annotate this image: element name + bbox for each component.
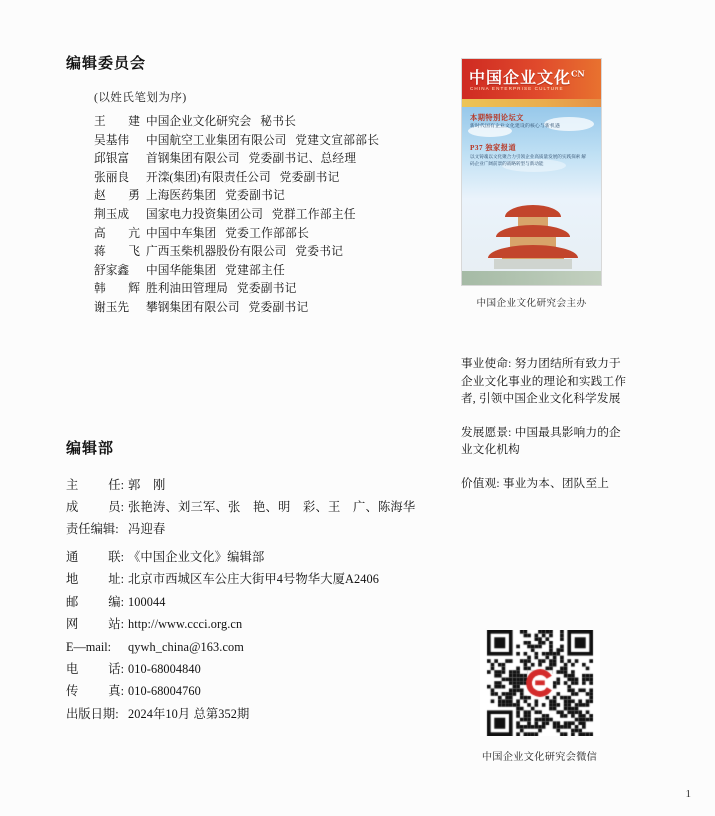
member-organization: 广西玉柴机器股份有限公司	[146, 245, 287, 259]
editorial-row-value: 张艳涛、刘三军、张 艳、明 彩、王 广、陈海华	[128, 500, 416, 514]
contact-row	[66, 568, 486, 590]
member-name: 高 亢	[94, 226, 140, 240]
committee-member-row	[94, 187, 446, 206]
temple-base	[494, 259, 572, 269]
contact-row-value: 2024年10月 总第352期	[128, 706, 250, 721]
contact-row-value: 010-68004840	[128, 662, 201, 677]
contact-row	[66, 613, 486, 635]
member-role: 党委副书记	[248, 300, 309, 314]
cover-magazine-title	[469, 65, 585, 88]
member-role: 秘书长	[260, 115, 297, 128]
member-role: 党委副书记	[236, 282, 297, 296]
contact-row-value: 100044	[128, 594, 166, 609]
committee-member-row	[94, 262, 446, 281]
member-organization: 中国航空工业集团有限公司	[146, 133, 287, 147]
contact-row-label: 通 联:	[66, 550, 124, 564]
editorial-row	[66, 496, 466, 518]
cover-title-superscript: CN	[571, 68, 585, 79]
member-role: 党委副书记	[225, 189, 286, 203]
temple-roof-bottom	[488, 245, 578, 258]
cover-caption: 中国企业文化研究会主办	[476, 298, 587, 309]
member-name: 赵 勇	[94, 189, 140, 203]
editorial-row	[66, 474, 466, 496]
mission-paragraph: 价值观: 事业为本、团队至上	[461, 476, 610, 490]
contact-row	[66, 703, 486, 725]
committee-member-row	[94, 206, 446, 225]
temple-illustration	[488, 205, 578, 269]
editorial-department-section	[66, 437, 466, 540]
member-name: 张丽良	[94, 170, 130, 184]
magazine-cover-image	[461, 58, 602, 286]
contact-row-value: 010-68004760	[128, 684, 201, 699]
cover-accent-band	[462, 99, 601, 107]
contact-row-label: E—mail:	[66, 639, 112, 654]
contact-row-label: 网 站:	[66, 617, 124, 632]
qr-code-block	[480, 630, 600, 763]
member-organization: 胜利油田管理局	[146, 282, 228, 296]
magazine-cover-block	[461, 58, 602, 309]
member-name: 蒋 飞	[94, 245, 140, 259]
editorial-committee-section	[66, 52, 446, 318]
cover-headline-2: P37 独家报道	[470, 144, 517, 152]
qr-caption: 中国企业文化研究会微信	[481, 752, 598, 763]
committee-member-list	[94, 113, 446, 318]
member-name: 舒家鑫	[94, 263, 130, 277]
committee-member-row	[94, 299, 446, 318]
editorial-row-label: 主 任:	[66, 478, 124, 492]
member-organization: 开滦(集团)有限责任公司	[146, 170, 271, 184]
member-organization: 中国华能集团	[146, 263, 217, 277]
contact-row-value: 《中国企业文化》编辑部	[128, 550, 265, 564]
cover-headline-1: 本期特别论坛文	[470, 114, 524, 122]
wechat-qr-code	[480, 630, 600, 736]
contact-row	[66, 636, 486, 658]
contact-row	[66, 546, 486, 568]
mission-paragraph: 事业使命: 努力团结所有致力于企业文化事业的理论和实践工作者, 引领中国企业文化科学发展	[461, 357, 627, 406]
committee-member-row	[94, 132, 446, 151]
contact-row-label: 传 真:	[66, 684, 124, 699]
committee-title: 编辑委员会	[66, 56, 147, 72]
member-role: 党委副书记	[279, 170, 340, 184]
member-organization: 国家电力投资集团公司	[146, 207, 263, 221]
member-name: 荆玉成	[94, 207, 130, 221]
member-organization: 中国中车集团	[146, 226, 217, 240]
cover-footer-band	[462, 271, 601, 285]
contact-row-value: http://www.ccci.org.cn	[128, 617, 243, 632]
editorial-title: 编辑部	[66, 441, 115, 457]
contact-row	[66, 680, 486, 702]
cover-headline-1-sub: 新时代国有企业文化建设的核心与新机遇	[470, 124, 560, 129]
cover-title-text: 中国企业文化	[469, 68, 572, 87]
member-name: 王 建	[94, 115, 140, 128]
committee-member-row	[94, 225, 446, 244]
cover-english-subtitle: CHINA ENTERPRISE CULTURE	[470, 86, 564, 91]
contact-row-value: 北京市西城区车公庄大街甲4号物华大厦A2406	[128, 572, 379, 587]
committee-member-row	[94, 280, 446, 299]
member-role: 党委书记	[295, 245, 344, 259]
member-name: 韩 辉	[94, 282, 140, 296]
member-organization: 首钢集团有限公司	[146, 152, 240, 166]
editorial-row	[66, 518, 466, 540]
member-role: 党委副书记、总经理	[248, 152, 357, 166]
contact-row-label: 电 话:	[66, 662, 124, 677]
temple-roof-mid	[496, 225, 570, 237]
member-name: 吴基伟	[94, 133, 130, 147]
contact-row-label: 地 址:	[66, 572, 124, 587]
editorial-row-value: 郭 刚	[128, 478, 166, 492]
contact-row-value: qywh_china@163.com	[128, 639, 244, 654]
member-role: 党群工作部主任	[271, 207, 356, 221]
contact-row	[66, 658, 486, 680]
cover-headline-2-sub: 以文铸魂以文化聚合力引领企业高质量发展的实践探索 解码企业广阔前景的战略转型与新动能	[470, 154, 586, 166]
committee-member-row	[94, 243, 446, 262]
committee-order-note: (以姓氏笔划为序)	[94, 92, 187, 104]
temple-roof-top	[505, 205, 561, 217]
editorial-row-value: 冯迎春	[128, 522, 166, 536]
committee-member-row	[94, 150, 446, 169]
committee-member-row	[94, 169, 446, 188]
member-role: 党委工作部部长	[225, 226, 310, 240]
member-name: 谢玉先	[94, 300, 130, 314]
member-organization: 上海医药集团	[146, 189, 217, 203]
editorial-row-label: 责任编辑:	[66, 522, 119, 536]
contact-row-label: 出版日期:	[66, 706, 119, 721]
page-number: 1	[685, 788, 691, 800]
member-organization: 攀钢集团有限公司	[146, 300, 240, 314]
contact-row-label: 邮 编:	[66, 594, 124, 609]
editorial-row-label: 成 员:	[66, 500, 124, 514]
committee-member-row	[94, 113, 446, 132]
editorial-rows	[66, 474, 466, 540]
member-role: 党建文宣部部长	[295, 133, 380, 147]
member-organization: 中国企业文化研究会	[146, 115, 252, 128]
mission-vision-block	[461, 355, 627, 509]
contact-row	[66, 591, 486, 613]
member-name: 邱银富	[94, 152, 130, 166]
member-role: 党建部主任	[225, 263, 286, 277]
mission-paragraph: 发展愿景: 中国最具影响力的企业文化机构	[461, 425, 621, 457]
contact-section	[66, 546, 486, 725]
